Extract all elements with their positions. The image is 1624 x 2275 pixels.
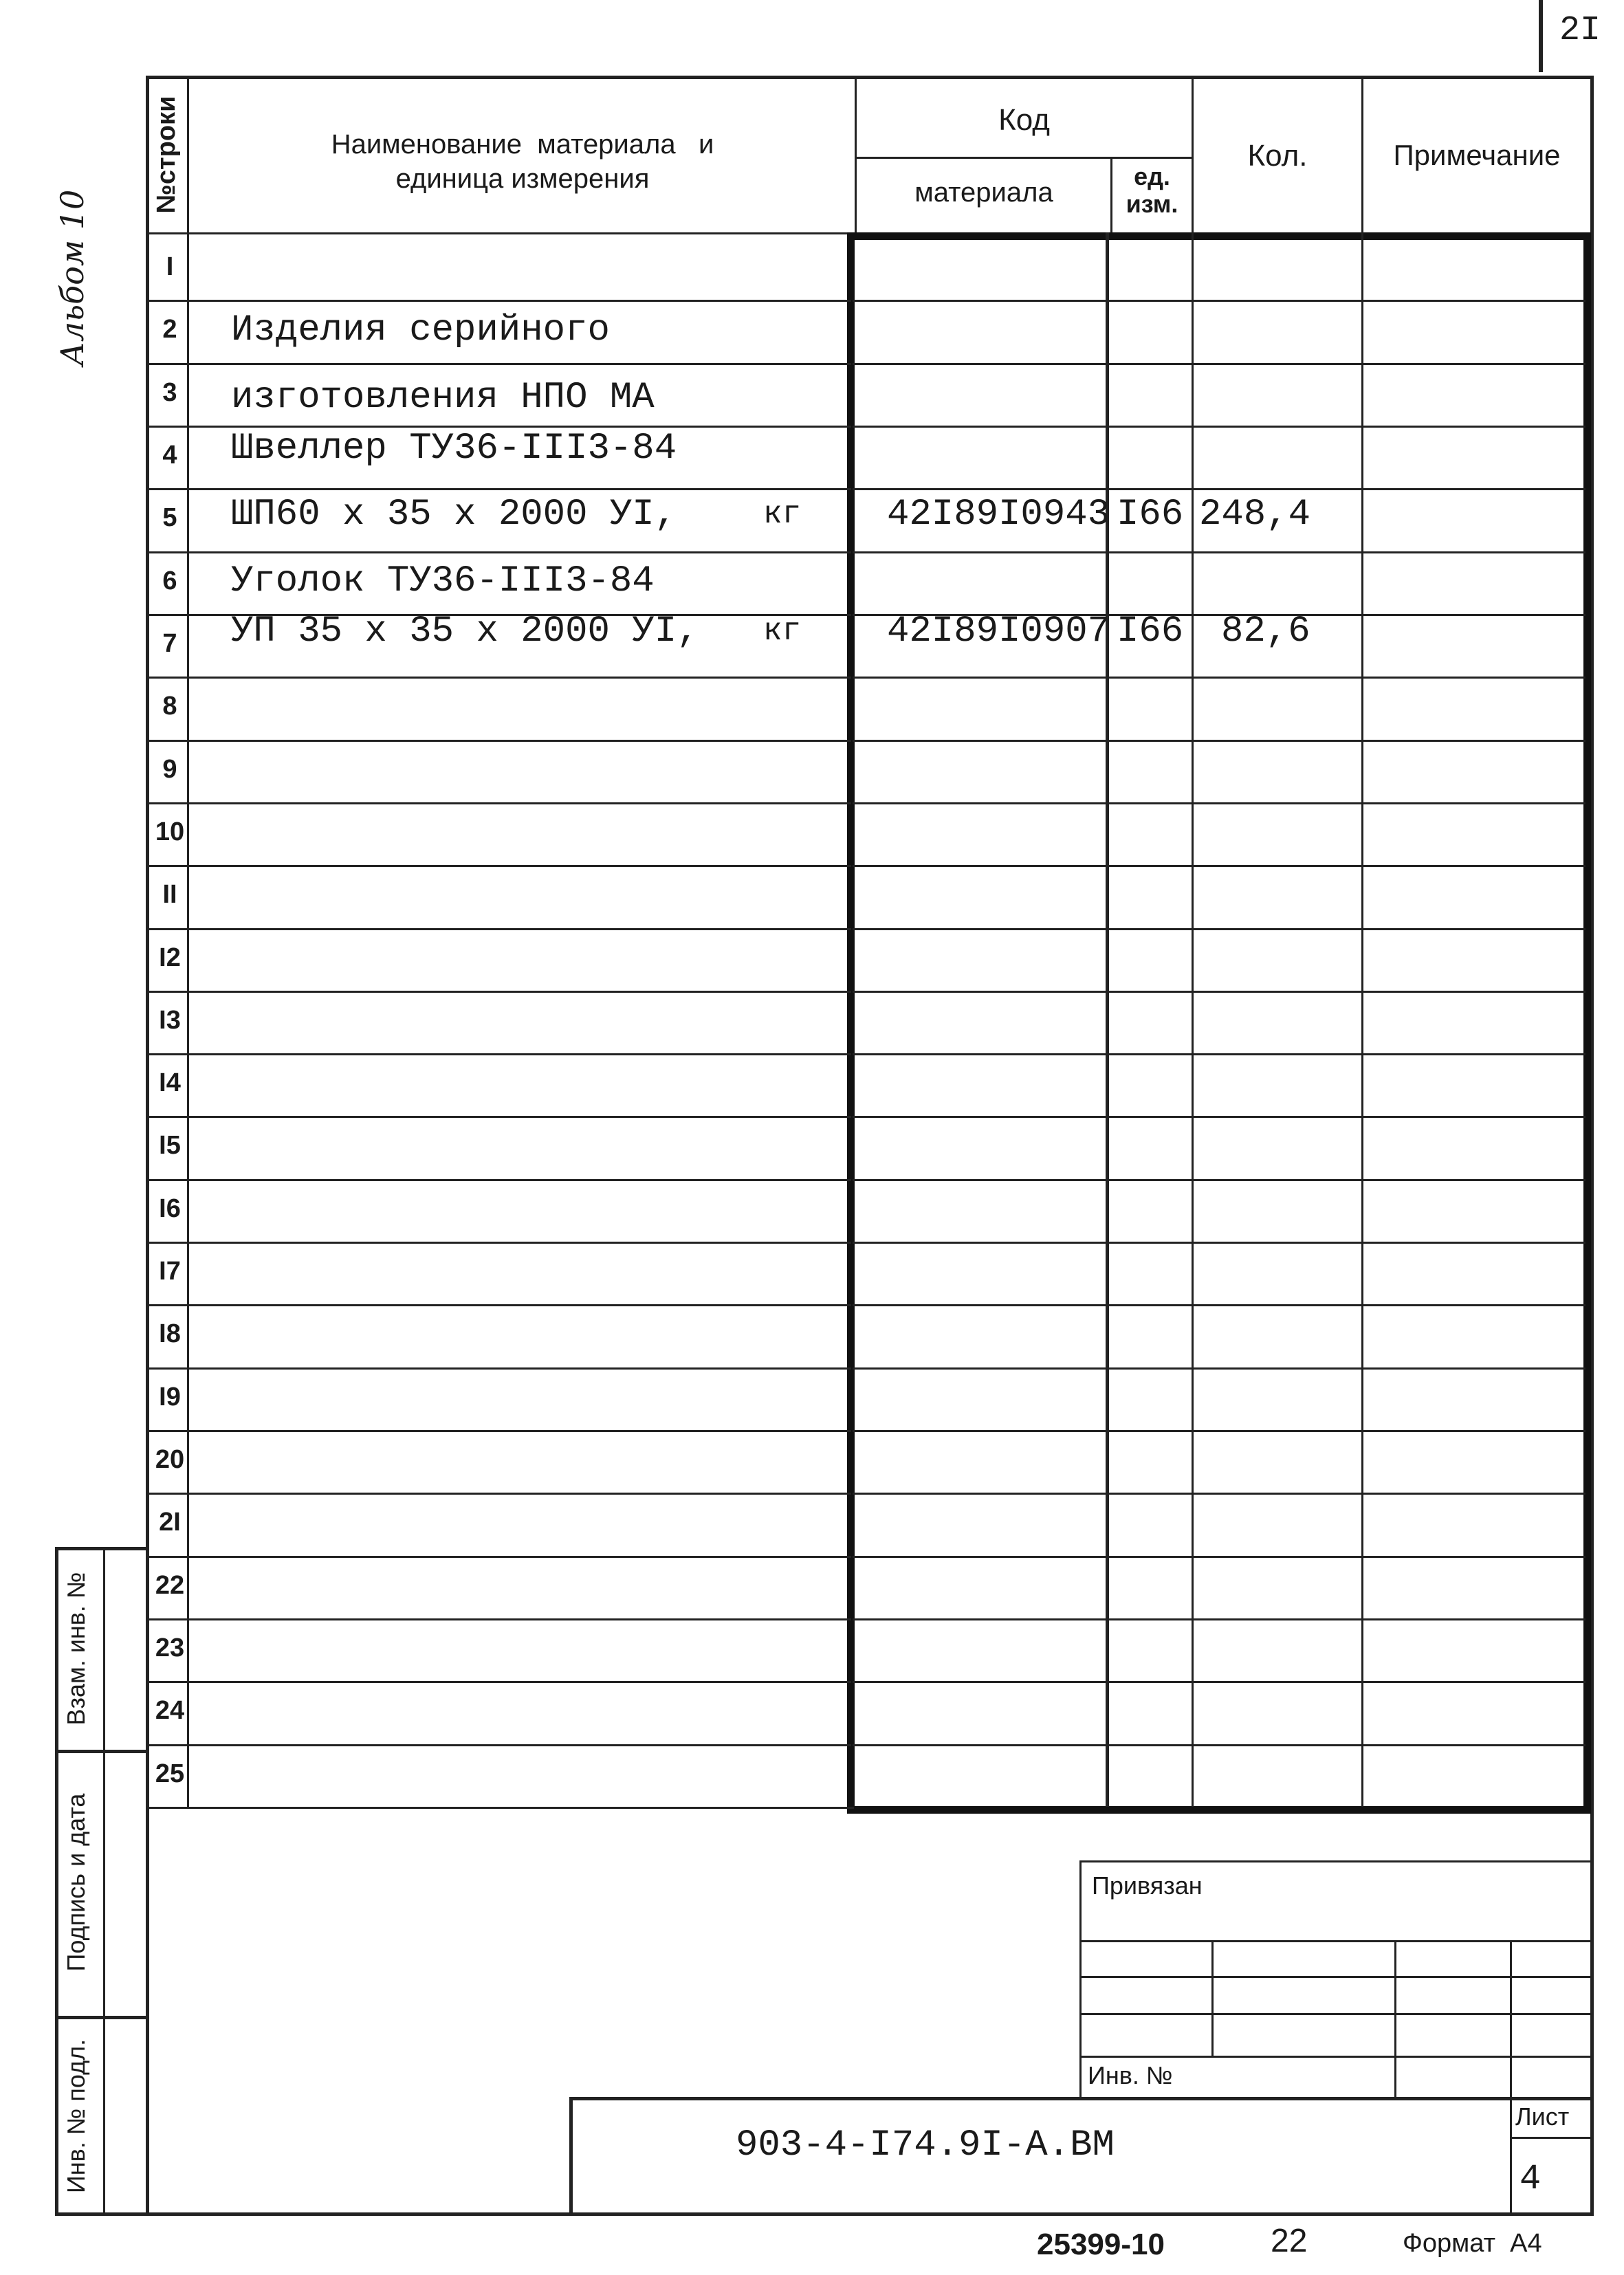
row-separator-right: [853, 865, 1585, 867]
row-separator: [146, 865, 851, 867]
row7-unit-code: I66: [1117, 611, 1184, 652]
row-separator: [146, 551, 851, 553]
row-separator-right: [853, 1053, 1585, 1055]
row-number: 24: [155, 1695, 185, 1725]
header-note: Примечание: [1393, 139, 1561, 171]
header-row-number: №строки: [152, 96, 181, 214]
row-number: 2I: [159, 1507, 181, 1537]
header-code: Код: [998, 103, 1050, 137]
document-code: 903-4-I74.9I-A.BM: [736, 2124, 1115, 2166]
linked-label: Привязан: [1092, 1871, 1203, 1900]
row-separator: [146, 1618, 851, 1620]
row7-unit: кг: [763, 613, 802, 649]
header-code-unit-2: изм.: [1126, 190, 1178, 218]
row-separator: [146, 1556, 851, 1558]
row2-name: Изделия серийного: [231, 309, 610, 351]
row-separator-right: [853, 991, 1585, 993]
header-qty: Кол.: [1247, 139, 1308, 173]
row-separator: [146, 1242, 851, 1244]
row-separator: [146, 1430, 851, 1432]
row3-name: изготовления НПО МА: [231, 377, 655, 419]
stamp-inv-original: Инв. № подл.: [62, 2038, 90, 2194]
stamp-replace-inv: Взам. инв. №: [62, 1572, 90, 1726]
row-number: I3: [159, 1005, 181, 1035]
header-code-material: материала: [914, 177, 1053, 208]
row-separator-right: [853, 740, 1585, 742]
sheet-number: 4: [1519, 2159, 1541, 2199]
row-separator-right: [853, 677, 1585, 679]
row5-code: 42I89I0943: [887, 494, 1110, 536]
row-separator: [146, 928, 851, 930]
row-separator-right: [853, 426, 1585, 428]
row-number: 10: [155, 817, 185, 846]
inv-label: Инв. №: [1088, 2061, 1173, 2089]
row-number: I2: [159, 943, 181, 972]
row-number: I7: [159, 1256, 181, 1286]
row-separator: [146, 363, 851, 365]
row7-name: УП 35 x 35 x 2000 УI,: [231, 611, 699, 652]
row6-name: Уголок ТУ36-III3-84: [231, 560, 655, 602]
row-separator-right: [853, 551, 1585, 553]
row-separator: [146, 1053, 851, 1055]
row-separator-right: [853, 1618, 1585, 1620]
row-number: 6: [162, 566, 177, 595]
row-separator-right: [853, 1430, 1585, 1432]
stamp-sign-date: Подпись и дата: [62, 1793, 90, 1972]
row-number: 4: [162, 440, 177, 470]
page-number: 2I: [1559, 11, 1601, 50]
row-separator: [146, 1367, 851, 1370]
row-separator-right: [853, 928, 1585, 930]
row-number: I5: [159, 1130, 181, 1160]
row-separator-right: [853, 488, 1585, 490]
row5-qty: 248,4: [1199, 494, 1311, 536]
row-number: 7: [162, 628, 177, 658]
row-number: 5: [162, 503, 177, 532]
row-number: 22: [155, 1570, 185, 1600]
row5-unit: кг: [763, 496, 802, 532]
row-number: 8: [162, 691, 177, 721]
row-separator-right: [853, 1304, 1585, 1306]
row-separator-right: [853, 300, 1585, 302]
row-number: 20: [155, 1444, 185, 1474]
header-name-line1: Наименование материала и: [331, 129, 714, 160]
row-separator: [146, 991, 851, 993]
order-number: 25399-10: [1037, 2228, 1165, 2261]
row-separator-right: [853, 363, 1585, 365]
row-separator-right: [853, 1242, 1585, 1244]
row4-name: Швеллер ТУ36-III3-84: [231, 428, 677, 470]
row-separator-right: [853, 1116, 1585, 1118]
header-name-line2: единица измерения: [395, 164, 650, 194]
row-number: 9: [162, 754, 177, 784]
row-number: 3: [162, 377, 177, 407]
row-number: I6: [159, 1194, 181, 1223]
row-number: I9: [159, 1382, 181, 1411]
row-separator-right: [853, 1493, 1585, 1495]
row5-name: ШП60 x 35 x 2000 УI,: [231, 494, 677, 536]
row-separator-right: [853, 1744, 1585, 1746]
row-separator: [146, 1681, 851, 1683]
format-label: Формат А4: [1403, 2229, 1542, 2258]
row-separator: [146, 488, 851, 490]
row-separator-right: [853, 1556, 1585, 1558]
row-separator: [146, 740, 851, 742]
album-note: Альбом 10: [54, 189, 91, 366]
row-number: 23: [155, 1633, 185, 1662]
row-number: 25: [155, 1759, 185, 1788]
row-separator: [146, 1179, 851, 1181]
row-separator: [146, 677, 851, 679]
row-number: I8: [159, 1319, 181, 1348]
row-separator: [146, 1116, 851, 1118]
row-number: II: [162, 879, 177, 909]
row-number: 2: [162, 314, 177, 344]
row-number: I: [166, 252, 174, 281]
row-separator: [146, 1304, 851, 1306]
row-separator-right: [853, 1681, 1585, 1683]
row-separator: [146, 1744, 851, 1746]
row-separator-right: [853, 1179, 1585, 1181]
row-number: I4: [159, 1068, 181, 1097]
row5-unit-code: I66: [1117, 494, 1184, 536]
page-index: 22: [1271, 2223, 1308, 2259]
sheet-label: Лист: [1515, 2102, 1570, 2131]
header-code-unit-1: ед.: [1134, 162, 1170, 190]
row7-qty: 82,6: [1221, 611, 1310, 652]
row-separator-right: [853, 1367, 1585, 1370]
row-separator: [146, 300, 851, 302]
row-separator: [146, 802, 851, 804]
row-separator: [146, 1493, 851, 1495]
row7-code: 42I89I0907: [887, 611, 1110, 652]
row-separator-right: [853, 802, 1585, 804]
